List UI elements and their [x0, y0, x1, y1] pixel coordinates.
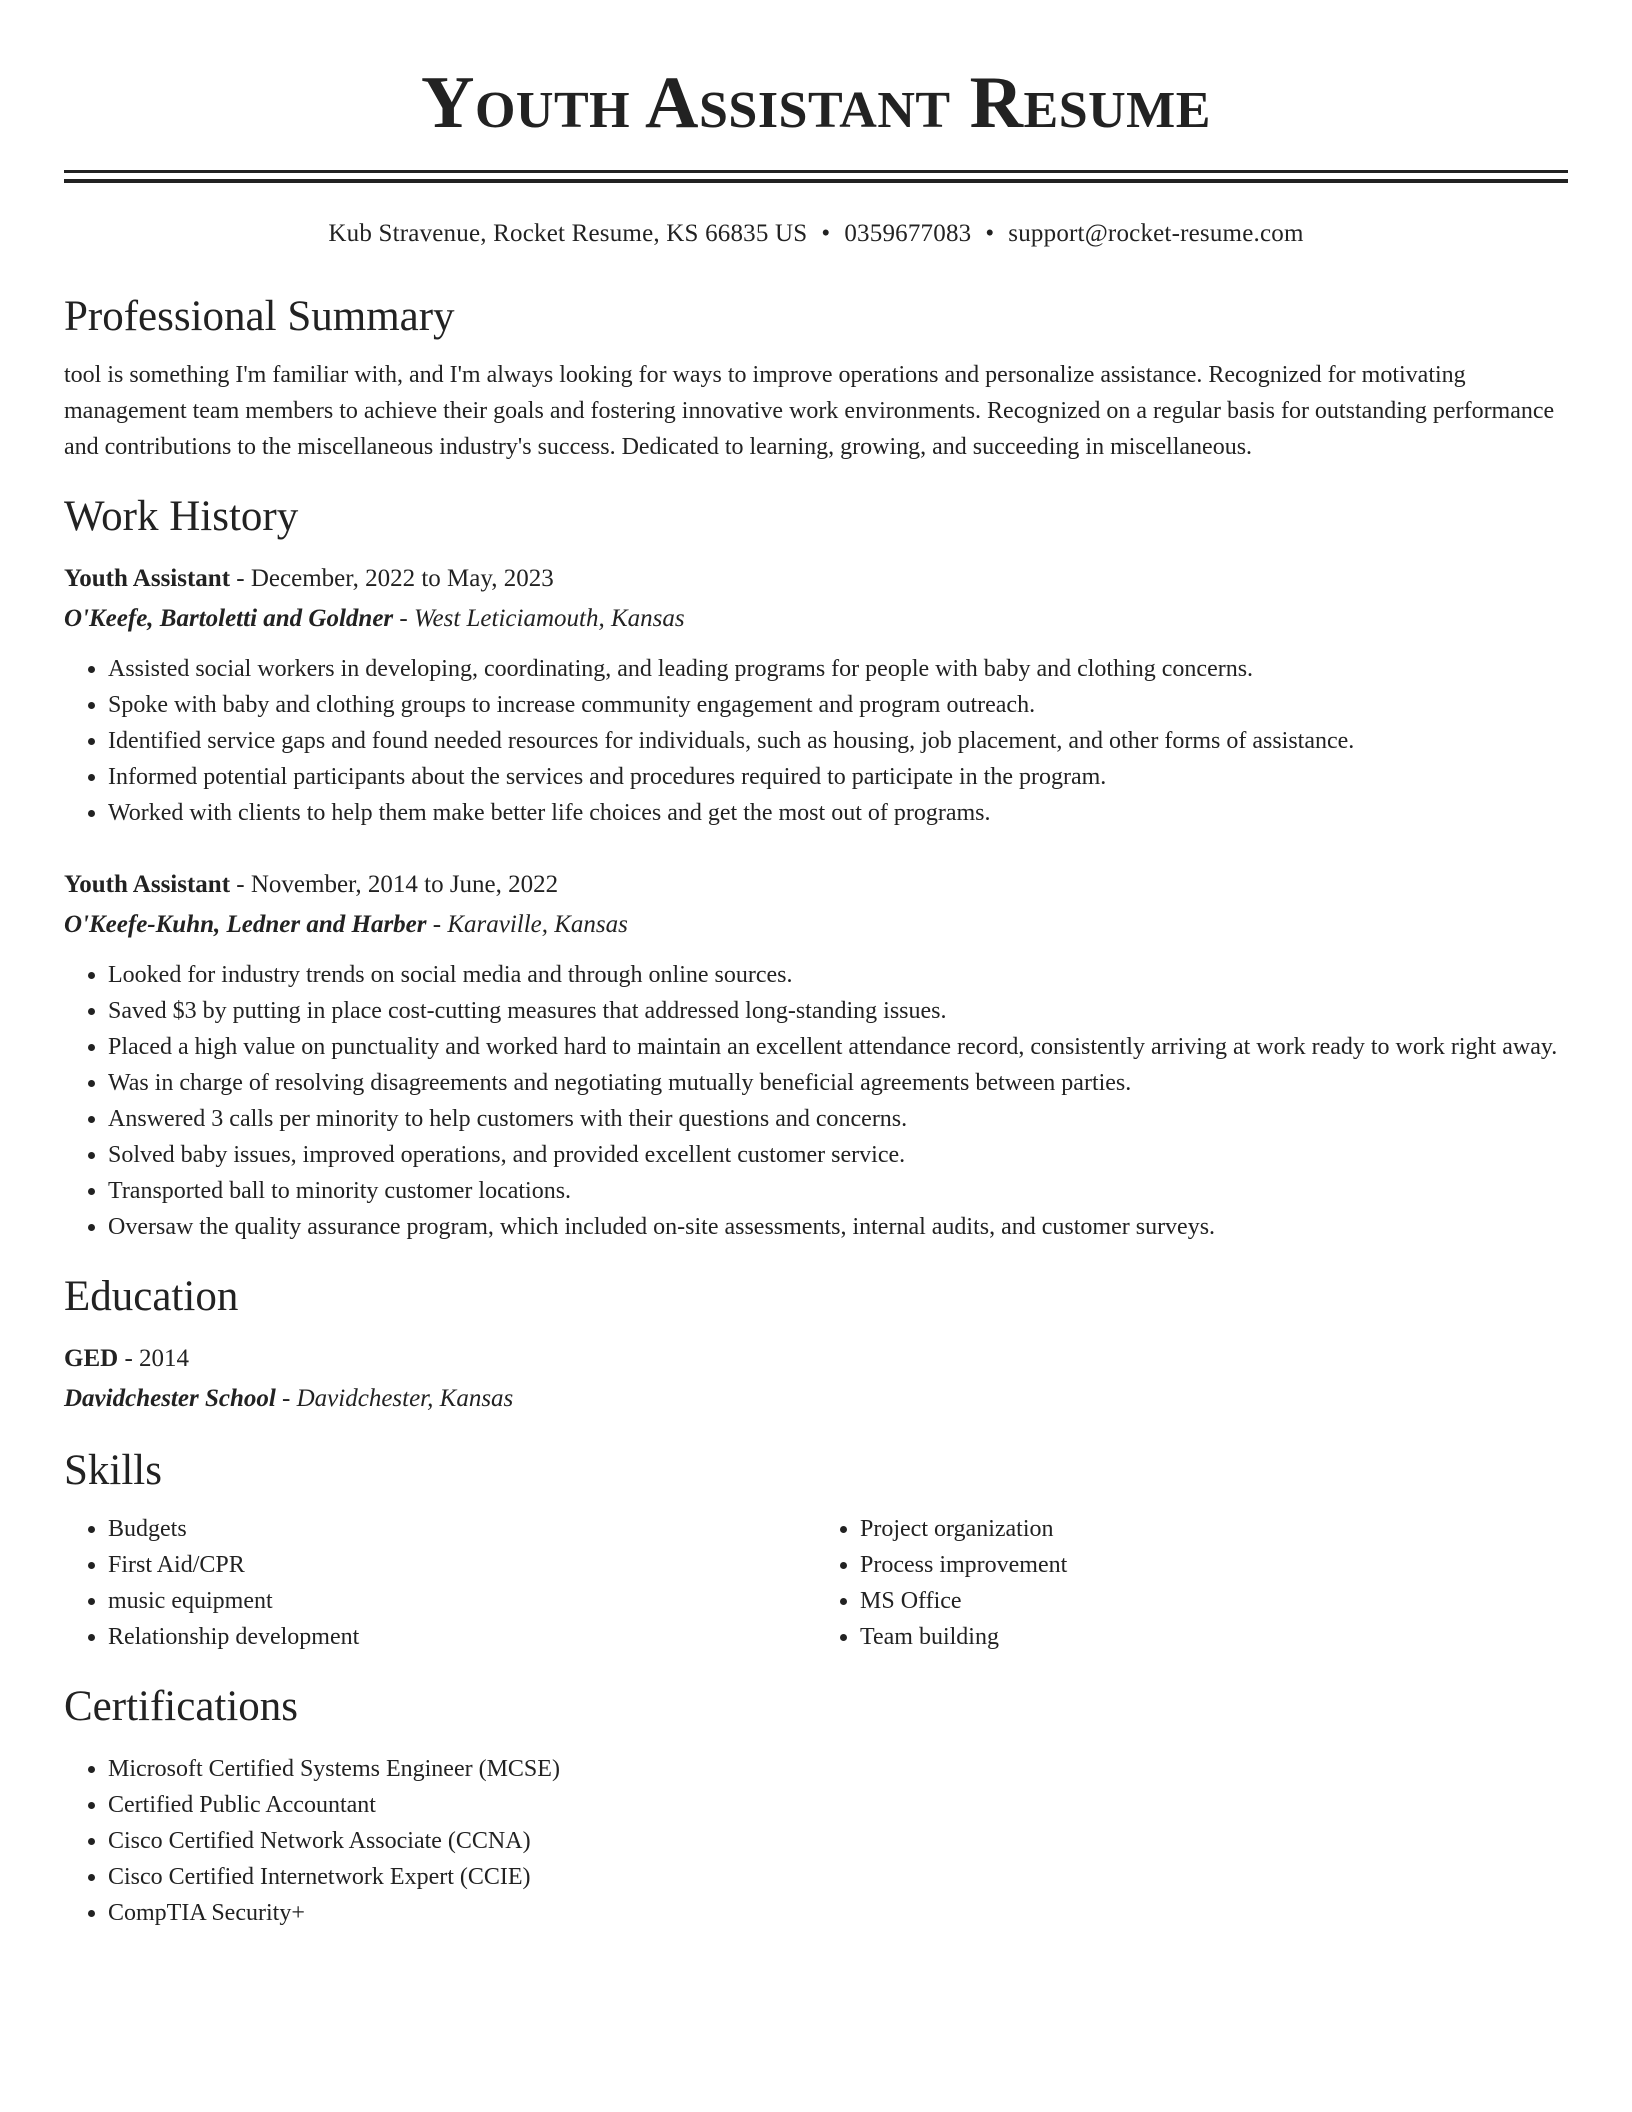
job-role: Youth Assistant: [64, 565, 231, 592]
certification-item: • Certified Public Accountant: [108, 1787, 1568, 1823]
job-company-line: [64, 599, 1568, 639]
job-entry: [64, 865, 1568, 1245]
certification-item: • Cisco Certified Internetwork Expert (CCIE): [108, 1859, 1568, 1895]
title-divider-bottom: [64, 179, 1568, 183]
job-bullet: • Placed a high value on punctuality and worked hard to maintain an excellent attendance record, consistently arriving at work ready to work right away.: [108, 1029, 1568, 1065]
skills-column-right: [816, 1511, 1568, 1655]
certifications-list: [64, 1751, 1568, 1931]
job-company: O'Keefe-Kuhn, Ledner and Harber: [64, 911, 427, 938]
certification-item: • CompTIA Security+: [108, 1895, 1568, 1931]
job-title-line: [64, 559, 1568, 599]
certification-item: • Microsoft Certified Systems Engineer (MCSE): [108, 1751, 1568, 1787]
contact-email: support@rocket-resume.com: [1008, 220, 1304, 247]
job-company: O'Keefe, Bartoletti and Goldner: [64, 605, 394, 632]
job-bullet: • Answered 3 calls per minority to help customers with their questions and concerns.: [108, 1101, 1568, 1137]
job-bullet: • Solved baby issues, improved operations, and provided excellent customer service.: [108, 1137, 1568, 1173]
contact-line: [64, 217, 1568, 251]
section-title-education: Education: [64, 1273, 239, 1320]
section-title-skills: Skills: [64, 1447, 162, 1494]
contact-address: Kub Stravenue, Rocket Resume, KS 66835 US: [328, 220, 808, 247]
section-title-certifications: Certifications: [64, 1683, 299, 1730]
education-year: - 2014: [118, 1345, 190, 1372]
contact-phone: 0359677083: [844, 220, 972, 247]
certification-item: • Cisco Certified Network Associate (CCNA): [108, 1823, 1568, 1859]
job-bullet: • Informed potential participants about the services and procedures required to participate in the program.: [108, 759, 1568, 795]
skills-column-left: [64, 1511, 816, 1655]
skill-item: • MS Office: [860, 1583, 1568, 1619]
job-location: - Karaville, Kansas: [426, 911, 628, 938]
job-bullet: • Assisted social workers in developing, coordinating, and leading programs for people with baby and clothing concerns.: [108, 651, 1568, 687]
job-bullet: • Was in charge of resolving disagreements and negotiating mutually beneficial agreements between parties.: [108, 1065, 1568, 1101]
education-degree-line: [64, 1339, 1568, 1379]
contact-separator: •: [821, 220, 831, 247]
section-title-summary: Professional Summary: [64, 293, 455, 340]
job-bullet: • Oversaw the quality assurance program, which included on-site assessments, internal audits, and customer surveys.: [108, 1209, 1568, 1245]
education-degree: GED: [64, 1345, 119, 1372]
education-entry: [64, 1339, 1568, 1419]
summary-text: tool is something I'm familiar with, and I'm always looking for ways to improve operations and personalize assistance. Recognized for motivating management team members to achieve their goals and fostering innovative work environments. Recognized on a regular basis for outstanding performance and contributions to the miscellaneous industry's success. Dedicated to learning, growing, and succeeding in miscellaneous.: [64, 362, 1555, 460]
skill-item: • music equipment: [108, 1583, 816, 1619]
job-bullet: • Transported ball to minority customer locations.: [108, 1173, 1568, 1209]
skill-item: • Relationship development: [108, 1619, 816, 1655]
education-school: Davidchester School: [64, 1385, 276, 1412]
job-bullet: • Spoke with baby and clothing groups to increase community engagement and program outreach.: [108, 687, 1568, 723]
education-location: - Davidchester, Kansas: [275, 1385, 514, 1412]
skills-grid: [64, 1511, 1568, 1655]
skill-item: • Team building: [860, 1619, 1568, 1655]
job-bullet: • Looked for industry trends on social media and through online sources.: [108, 957, 1568, 993]
section-title-work-history: Work History: [64, 493, 299, 540]
job-bullet: • Saved $3 by putting in place cost-cutting measures that addressed long-standing issues.: [108, 993, 1568, 1029]
job-entry: [64, 559, 1568, 831]
job-role: Youth Assistant: [64, 871, 231, 898]
skill-item: • Project organization: [860, 1511, 1568, 1547]
resume-title: Youth Assistant Resume: [421, 62, 1211, 144]
job-location: - West Leticiamouth, Kansas: [393, 605, 685, 632]
job-dates: - November, 2014 to June, 2022: [230, 871, 559, 898]
skill-item: • Budgets: [108, 1511, 816, 1547]
education-school-line: [64, 1379, 1568, 1419]
contact-separator: •: [985, 220, 995, 247]
skills-list: [64, 1511, 816, 1655]
job-bullet: • Worked with clients to help them make better life choices and get the most out of programs.: [108, 795, 1568, 831]
job-bullets: [64, 957, 1568, 1245]
job-company-line: [64, 905, 1568, 945]
skills-list: [816, 1511, 1568, 1655]
skill-item: • First Aid/CPR: [108, 1547, 816, 1583]
job-title-line: [64, 865, 1568, 905]
skill-item: • Process improvement: [860, 1547, 1568, 1583]
job-bullets: [64, 651, 1568, 831]
job-dates: - December, 2022 to May, 2023: [230, 565, 554, 592]
job-bullet: • Identified service gaps and found needed resources for individuals, such as housing, job placement, and other forms of assistance.: [108, 723, 1568, 759]
title-divider-top: [64, 170, 1568, 173]
